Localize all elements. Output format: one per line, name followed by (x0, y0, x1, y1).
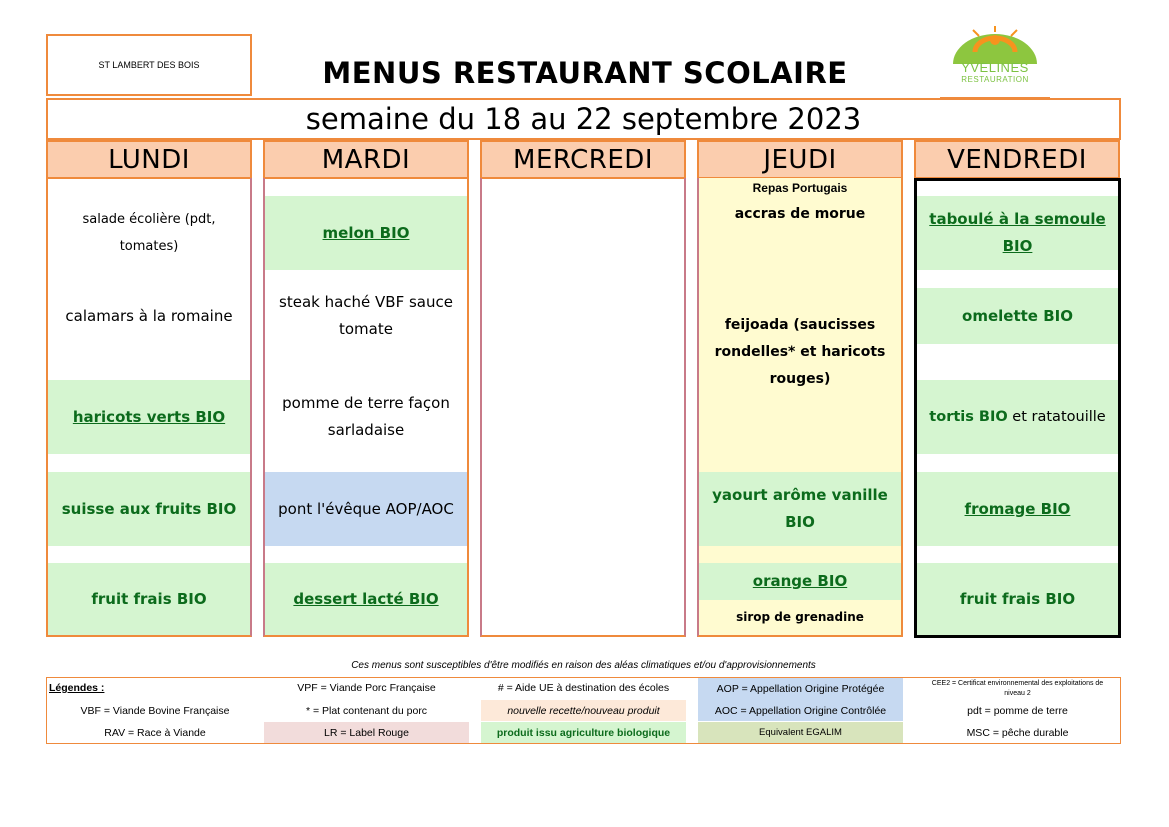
week-banner (46, 98, 1121, 140)
lundi-dessert (48, 563, 250, 635)
lundi-accompagnement-text: haricots verts BIO (72, 407, 226, 426)
lundi-entree (48, 196, 250, 270)
lundi-entree-text: salade écolière (pdt, tomates) (82, 212, 216, 254)
vendredi-entree (917, 196, 1118, 270)
vendredi-dessert (917, 563, 1118, 635)
mardi-accompagnement-text: pomme de terre façon sarladaise (282, 394, 450, 439)
mardi-entree-text: melon BIO (322, 223, 410, 242)
legend-egalim: Equivalent EGALIM (698, 722, 903, 743)
jeudi-laitage-text: yaourt arôme vanille BIO (712, 486, 888, 531)
vendredi-accompagnement-bio: tortis BIO (929, 408, 1008, 425)
jeudi-entree (699, 200, 901, 228)
legend-porc: * = Plat contenant du porc (305, 704, 428, 717)
disclaimer-note: Ces menus sont susceptibles d'être modifiés en raison des aléas climatiques et/ou d'approvisionnements (351, 660, 816, 671)
legend-cee2: CEE2 = Certificat environnemental des exploitations de niveau 2 (931, 680, 1104, 697)
jeudi-dessert-text: orange BIO (752, 572, 848, 590)
jeudi-theme-text: Repas Portugais (752, 181, 848, 195)
jeudi-yellow-gap (699, 546, 901, 563)
week-label: semaine du 18 au 22 septembre 2023 (305, 102, 862, 136)
jeudi-entree-text: accras de morue (734, 205, 866, 222)
legend-vbf: VBF = Viande Bovine Française (80, 704, 230, 717)
day-header-lundi: LUNDI (46, 140, 252, 179)
vendredi-accompagnement (917, 380, 1118, 454)
jeudi-theme (699, 179, 901, 197)
vendredi-entree-text: taboulé à la semoule BIO (929, 210, 1106, 255)
lundi-plat (48, 288, 250, 344)
day-header-jeudi: JEUDI (697, 140, 903, 179)
lundi-laitage (48, 472, 250, 546)
legend-msc: MSC = pêche durable (966, 726, 1069, 739)
legend-rav: RAV = Race à Viande (104, 726, 206, 739)
school-name-box (46, 34, 252, 96)
mardi-plat (265, 288, 467, 344)
jeudi-laitage (699, 472, 901, 546)
jeudi-dessert (699, 563, 901, 600)
legend-vpf: VPF = Viande Porc Française (297, 682, 436, 694)
legend-aop: AOP = Appellation Origine Protégée (698, 678, 903, 700)
jeudi-plat-text: feijoada (saucisses rondelles* et haricots rouges) (714, 316, 886, 387)
mardi-laitage-text: pont l'évêque AOP/AOC (278, 499, 454, 518)
mardi-accompagnement (265, 380, 467, 454)
logo-subtext: RESTAURATION (961, 75, 1029, 84)
jeudi-plat (699, 310, 901, 394)
lundi-dessert-text: fruit frais BIO (91, 589, 207, 608)
school-name: ST LAMBERT DES BOIS (98, 60, 200, 70)
legend-aoc: AOC = Appellation Origine Contrôlée (698, 700, 903, 721)
page-title: MENUS RESTAURANT SCOLAIRE (322, 56, 848, 90)
vendredi-laitage-text: fromage BIO (964, 499, 1071, 518)
mardi-dessert-text: dessert lacté BIO (293, 589, 439, 608)
lundi-plat-text: calamars à la romaine (65, 306, 233, 325)
day-header-mercredi: MERCREDI (480, 140, 686, 179)
legend-aide-ue: # = Aide UE à destination des écoles (497, 682, 670, 694)
legend-bio: produit issu agriculture biologique (481, 722, 686, 743)
mardi-plat-text: steak haché VBF sauce tomate (279, 293, 453, 338)
mardi-dessert (265, 563, 467, 635)
legend-nouvelle-recette: nouvelle recette/nouveau produit (481, 700, 686, 721)
vendredi-accompagnement-rest: et ratatouille (1007, 408, 1106, 425)
logo-text: YVELINES (961, 60, 1029, 75)
lundi-accompagnement (48, 380, 250, 454)
legend-pdt: pdt = pomme de terre (967, 704, 1068, 717)
vendredi-laitage (917, 472, 1118, 546)
vendredi-dessert-text: fruit frais BIO (959, 589, 1076, 608)
day-header-mardi: MARDI (263, 140, 469, 179)
jeudi-boisson (699, 600, 901, 635)
vendredi-plat-text: omelette BIO (962, 306, 1073, 325)
legend-label-rouge: LR = Label Rouge (264, 722, 469, 743)
vendredi-plat (917, 288, 1118, 344)
mardi-entree (265, 196, 467, 270)
day-header-vendredi: VENDREDI (914, 140, 1120, 179)
jeudi-boisson-text: sirop de grenadine (736, 610, 864, 624)
legend-title: Légendes : (49, 682, 105, 694)
column-mercredi (480, 178, 686, 637)
mardi-laitage (265, 472, 467, 546)
lundi-laitage-text: suisse aux fruits BIO (61, 499, 237, 518)
